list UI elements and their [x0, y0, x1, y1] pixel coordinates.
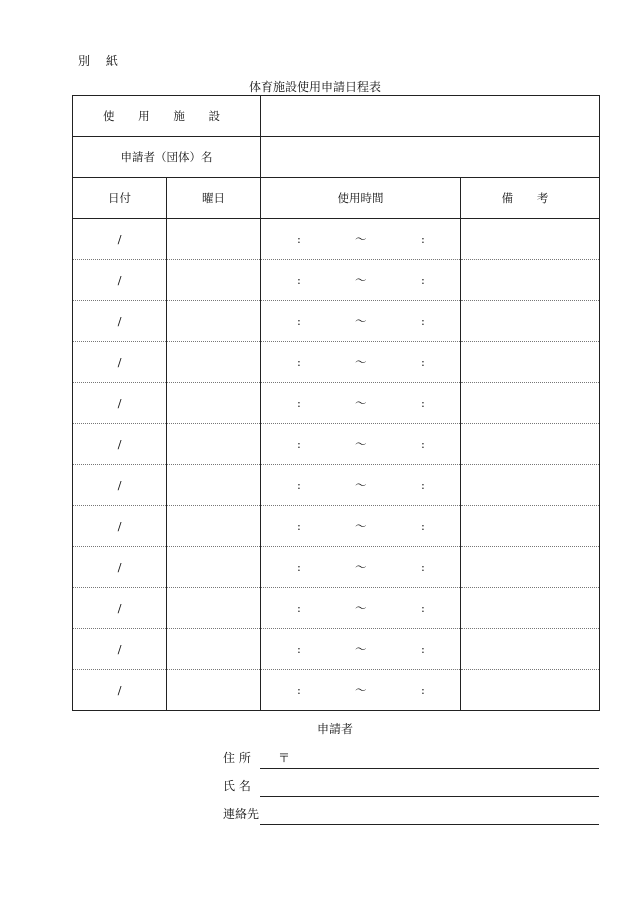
time-start-colon: : [297, 642, 301, 656]
date-cell[interactable]: / [73, 260, 167, 301]
time-start-colon: : [297, 396, 301, 410]
time-cell[interactable] [261, 465, 461, 506]
time-range-wave: ～ [355, 396, 367, 410]
applicant-group-row [73, 137, 600, 178]
remarks-cell[interactable] [461, 547, 600, 588]
time-end-colon: : [421, 437, 425, 451]
time-end-colon: : [421, 519, 425, 533]
time-cell[interactable] [261, 342, 461, 383]
time-cell[interactable] [261, 260, 461, 301]
col-header-time: 使用時間 [261, 178, 461, 219]
schedule-row [73, 342, 600, 383]
attachment-label: 別 紙 [78, 54, 124, 68]
time-range-wave: ～ [355, 560, 367, 574]
time-range-wave: ～ [355, 314, 367, 328]
date-cell[interactable]: / [73, 588, 167, 629]
time-end-colon: : [421, 683, 425, 697]
remarks-cell[interactable] [461, 383, 600, 424]
col-header-remarks: 備 考 [461, 178, 600, 219]
time-range-wave: ～ [355, 437, 367, 451]
date-cell[interactable]: / [73, 629, 167, 670]
name-field[interactable] [260, 796, 599, 797]
schedule-row [73, 588, 600, 629]
time-end-colon: : [421, 314, 425, 328]
remarks-cell[interactable] [461, 506, 600, 547]
applicant-group-label: 申請者（団体）名 [73, 137, 261, 178]
applicant-section-title: 申請者 [316, 722, 353, 736]
weekday-cell[interactable] [167, 383, 261, 424]
applicant-group-input-cell[interactable] [261, 137, 600, 178]
time-start-colon: : [297, 232, 301, 246]
date-cell[interactable]: / [73, 465, 167, 506]
weekday-cell[interactable] [167, 670, 261, 711]
weekday-cell[interactable] [167, 301, 261, 342]
time-start-colon: : [297, 478, 301, 492]
time-cell[interactable] [261, 629, 461, 670]
weekday-cell[interactable] [167, 588, 261, 629]
time-range-wave: ～ [355, 683, 367, 697]
remarks-cell[interactable] [461, 342, 600, 383]
schedule-row [73, 219, 600, 260]
time-end-colon: : [421, 355, 425, 369]
schedule-row [73, 301, 600, 342]
schedule-row [73, 670, 600, 711]
time-range-wave: ～ [355, 355, 367, 369]
facility-input-cell[interactable] [261, 96, 600, 137]
time-range-wave: ～ [355, 232, 367, 246]
time-end-colon: : [421, 396, 425, 410]
remarks-cell[interactable] [461, 670, 600, 711]
schedule-row [73, 424, 600, 465]
time-cell[interactable] [261, 670, 461, 711]
date-cell[interactable]: / [73, 219, 167, 260]
weekday-cell[interactable] [167, 506, 261, 547]
remarks-cell[interactable] [461, 301, 600, 342]
weekday-cell[interactable] [167, 424, 261, 465]
time-cell[interactable] [261, 383, 461, 424]
time-range-wave: ～ [355, 642, 367, 656]
postal-mark: 〒 [278, 751, 291, 765]
time-end-colon: : [421, 560, 425, 574]
schedule-rows [73, 219, 600, 711]
time-cell[interactable] [261, 547, 461, 588]
col-header-weekday: 曜日 [167, 178, 261, 219]
remarks-cell[interactable] [461, 260, 600, 301]
date-cell[interactable]: / [73, 383, 167, 424]
time-end-colon: : [421, 478, 425, 492]
date-cell[interactable]: / [73, 301, 167, 342]
time-end-colon: : [421, 601, 425, 615]
column-header-row [73, 178, 600, 219]
address-field[interactable] [260, 768, 599, 769]
time-range-wave: ～ [355, 519, 367, 533]
time-cell[interactable] [261, 588, 461, 629]
schedule-row [73, 383, 600, 424]
schedule-row [73, 260, 600, 301]
facility-label: 使 用 施 設 [73, 96, 261, 137]
time-range-wave: ～ [355, 478, 367, 492]
schedule-row [73, 629, 600, 670]
remarks-cell[interactable] [461, 424, 600, 465]
time-range-wave: ～ [355, 273, 367, 287]
schedule-row [73, 465, 600, 506]
time-cell[interactable] [261, 301, 461, 342]
date-cell[interactable]: / [73, 670, 167, 711]
time-end-colon: : [421, 232, 425, 246]
time-range-wave: ～ [355, 601, 367, 615]
contact-field[interactable] [260, 824, 599, 825]
page-title: 体育施設使用申請日程表 [248, 80, 381, 94]
name-label: 氏 名 [223, 779, 251, 793]
date-cell[interactable]: / [73, 506, 167, 547]
date-cell[interactable]: / [73, 547, 167, 588]
weekday-cell[interactable] [167, 547, 261, 588]
time-start-colon: : [297, 683, 301, 697]
time-cell[interactable] [261, 506, 461, 547]
time-start-colon: : [297, 560, 301, 574]
date-cell[interactable]: / [73, 342, 167, 383]
time-start-colon: : [297, 519, 301, 533]
weekday-cell[interactable] [167, 260, 261, 301]
schedule-row [73, 547, 600, 588]
weekday-cell[interactable] [167, 219, 261, 260]
time-cell[interactable] [261, 219, 461, 260]
date-cell[interactable]: / [73, 424, 167, 465]
weekday-cell[interactable] [167, 465, 261, 506]
time-cell[interactable] [261, 424, 461, 465]
remarks-cell[interactable] [461, 219, 600, 260]
time-end-colon: : [421, 273, 425, 287]
contact-label: 連絡先 [223, 807, 260, 821]
time-start-colon: : [297, 437, 301, 451]
time-start-colon: : [297, 601, 301, 615]
col-header-date: 日付 [73, 178, 167, 219]
schedule-row [73, 506, 600, 547]
time-end-colon: : [421, 642, 425, 656]
time-start-colon: : [297, 314, 301, 328]
weekday-cell[interactable] [167, 342, 261, 383]
remarks-cell[interactable] [461, 629, 600, 670]
time-start-colon: : [297, 355, 301, 369]
schedule-table [72, 95, 600, 711]
address-label: 住 所 [223, 751, 251, 765]
remarks-cell[interactable] [461, 465, 600, 506]
remarks-cell[interactable] [461, 588, 600, 629]
time-start-colon: : [297, 273, 301, 287]
weekday-cell[interactable] [167, 629, 261, 670]
facility-row [73, 96, 600, 137]
